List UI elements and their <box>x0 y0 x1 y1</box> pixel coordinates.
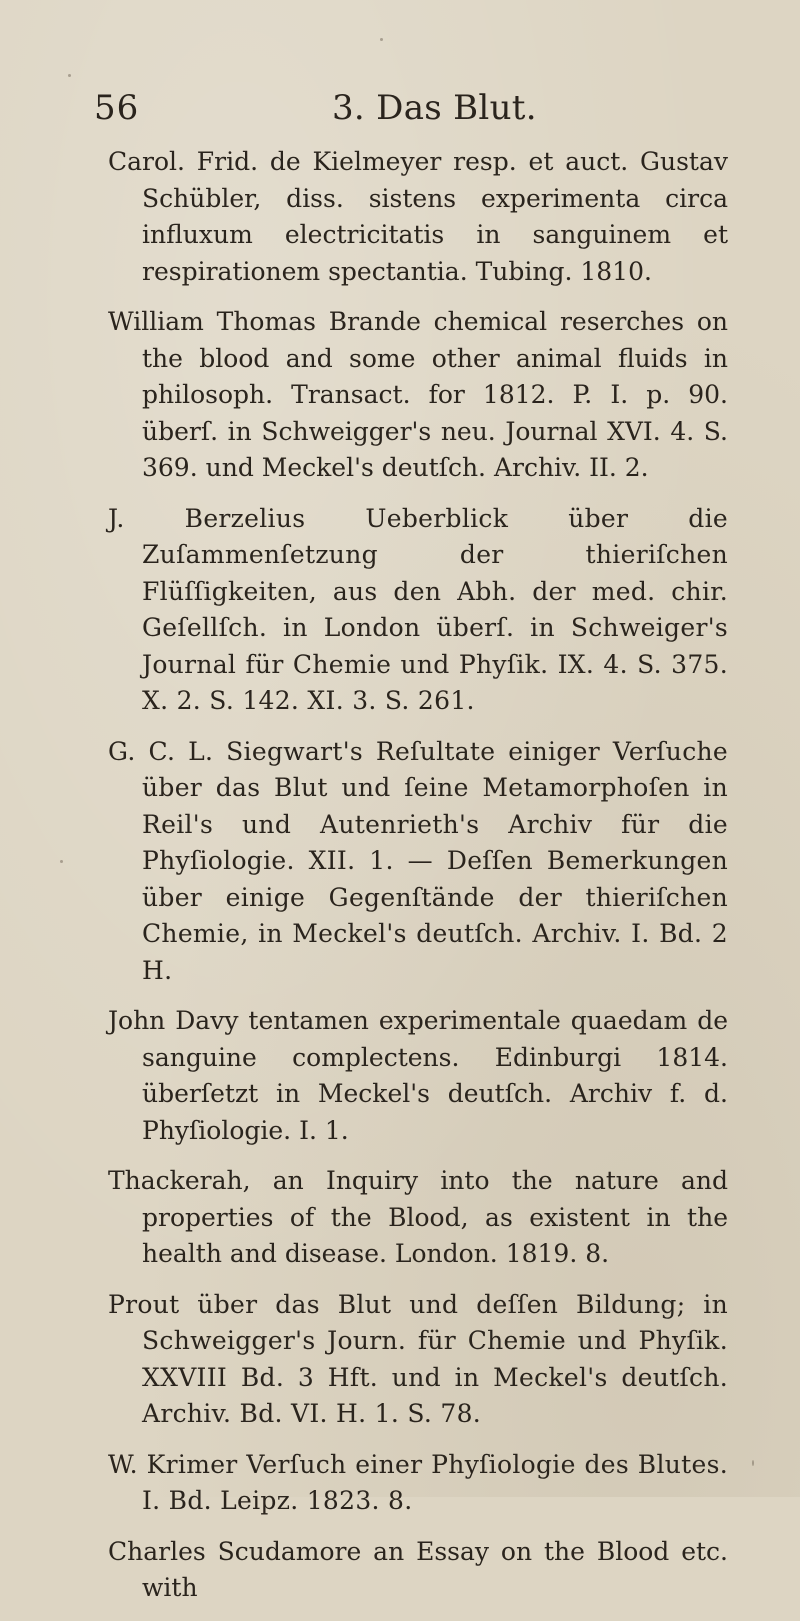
paper-speck <box>380 38 383 41</box>
paper-speck <box>68 74 71 77</box>
running-head: 3. Das Blut. <box>332 88 537 128</box>
page-number: 56 <box>94 88 140 128</box>
page-header <box>80 88 720 128</box>
bibliography-entry: G. C. L. Siegwart's Reſultate einiger Verſuche über das Blut und ſeine Metamorphoſen in Reil's und Autenrieth's Archiv für die Phyſiologie. XII. 1. — Deſſen Bemerkungen über einige Gegenſtände der thieriſchen Chemie, in Meckel's deutſch. Archiv. I. Bd. 2 H. <box>108 736 728 985</box>
bibliography-entry: Carol. Frid. de Kielmeyer resp. et auct. Gustav Schübler, diss. sistens experimenta circa influxum electricitatis in sanguinem et respirationem spectantia. Tubing. 1810. <box>108 147 728 286</box>
bibliography-entry: Charles Scudamore an Essay on the Blood etc. with <box>108 1536 728 1602</box>
bibliography-entry: William Thomas Brande chemical reserches on the blood and some other animal fluids in philosoph. Transact. for 1812. P. I. p. 90. überſ. in Schweigger's neu. Journal XVI. 4. S. 369. und Meckel's deutſch. Archiv. II. 2. <box>108 307 728 482</box>
bibliography-entry: Prout über das Blut und deſſen Bildung; in Schweigger's Journ. für Chemie und Phyſik. XXVIII Bd. 3 Hft. und in Meckel's deutſch. Archiv. Bd. VI. H. 1. S. 78. <box>108 1289 728 1428</box>
paper-speck <box>60 860 63 863</box>
bibliography-entry: J. Berzelius Ueberblick über die Zuſammenſetzung der thieriſchen Flüſſigkeiten, aus den Abh. der med. chir. Geſellſch. in London überſ. in Schweiger's Journal für Chemie und Phyſik. IX. 4. S. 375. X. 2. S. 142. XI. 3. S. 261. <box>108 503 728 715</box>
bibliography-entry: Thackerah, an Inquiry into the nature and properties of the Blood, as existent in the health and disease. London. 1819. 8. <box>108 1166 728 1268</box>
bibliography-entry: John Davy tentamen experimentale quaedam de sanguine complectens. Edinburgi 1814. überſetzt in Meckel's deutſch. Archiv f. d. Phyſiologie. I. 1. <box>108 1006 728 1145</box>
paper-speck <box>752 1460 754 1466</box>
bibliography-entry: W. Krimer Verſuch einer Phyſiologie des Blutes. I. Bd. Leipz. 1823. 8. <box>108 1449 728 1515</box>
bibliography-list <box>108 144 728 1621</box>
